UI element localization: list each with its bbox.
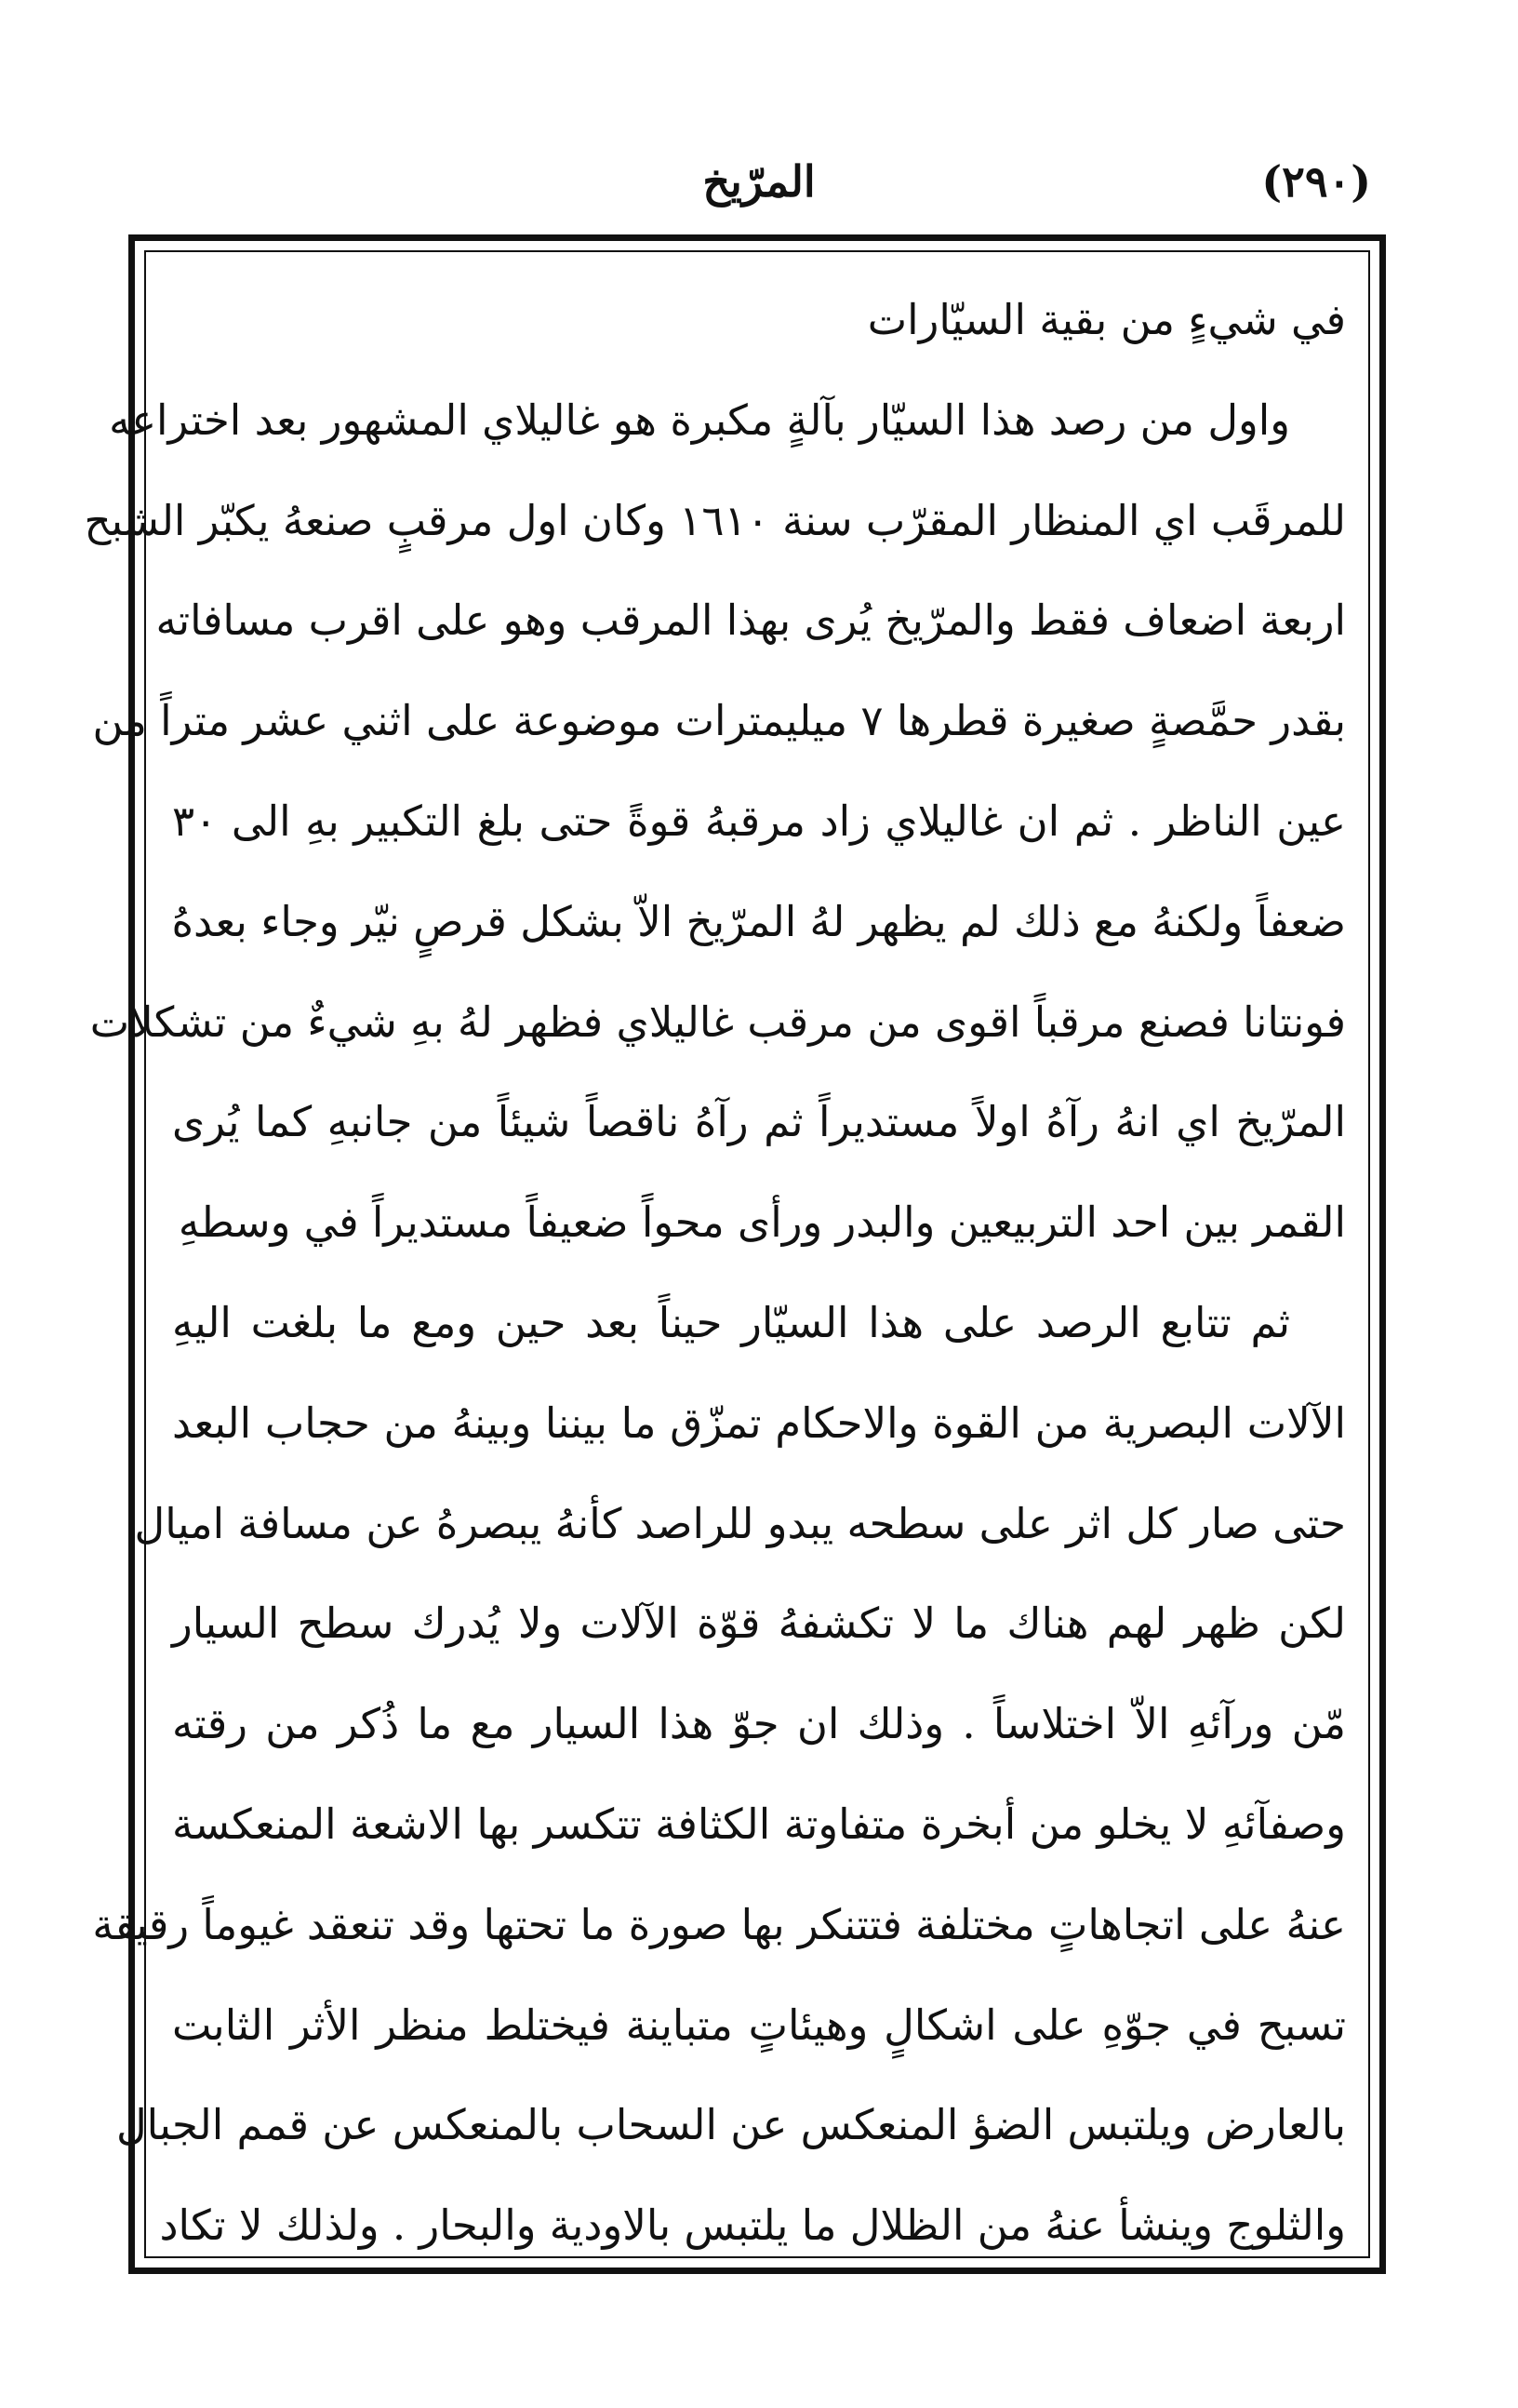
- text-line: تسبح في جوّهِ على اشكالٍ وهيئاتٍ متباينة فيختلط منظر الأثر الثابت: [172, 2000, 1346, 2050]
- text-line: ثم تتابع الرصد على هذا السيّار حيناً بعد حين ومع ما بلغت اليهِ: [172, 1297, 1290, 1347]
- text-line: مّن ورآئهِ الاّ اختلاساً . وذلك ان جوّ هذا السيار مع ما ذُكر من رقته: [172, 1699, 1346, 1749]
- text-line: ضعفاً ولكنهُ مع ذلك لم يظهر لهُ المرّيخ الاّ بشكل قرصٍ نيّر وجاء بعدهُ: [171, 896, 1346, 946]
- text-line: بقدر حمَّصةٍ صغيرة قطرها ٧ ميليمترات موضوعة على اثني عشر متراً من: [92, 696, 1346, 746]
- text-line: وصفآئهِ لا يخلو من أبخرة متفاوتة الكثافة تتكسر بها الاشعة المنعكسة: [172, 1799, 1346, 1849]
- text-line: في شيءٍ من بقية السيّارات: [867, 295, 1346, 344]
- text-line: فونتانا فصنع مرقباً اقوى من مرقب غاليلاي فظهر لهُ بهِ شيءٌ من تشكلات: [89, 997, 1346, 1047]
- page-header: [140, 140, 1378, 233]
- text-line: عين الناظر . ثم ان غاليلاي زاد مرقبهُ قوةً حتى بلغ التكبير بهِ الى ٣٠: [172, 796, 1346, 846]
- body-text: [84, 270, 1346, 2276]
- running-title: المرّيخ: [702, 156, 816, 207]
- text-line: اربعة اضعاف فقط والمرّيخ يُرى بهذا المرقب وهو على اقرب مسافاته: [155, 595, 1346, 646]
- text-line: حتى صار كل اثر على سطحه يبدو للراصد كأنهُ يبصرهُ عن مسافة اميال: [134, 1498, 1346, 1548]
- text-line: عنهُ على اتجاهاتٍ مختلفة فتتنكر بها صورة ما تحتها وقد تنعقد غيوماً رقيقة: [92, 1899, 1346, 1949]
- text-line: والثلوج وينشأ عنهُ من الظلال ما يلتبس بالاودية والبحار . ولذلك لا تكاد: [159, 2201, 1346, 2251]
- text-line: للمرقَب اي المنظار المقرّب سنة ١٦١٠ وكان اول مرقبٍ صنعهُ يكبّر الشبح: [84, 495, 1346, 545]
- text-line: لكن ظهر لهم هناك ما لا تكشفهُ قوّة الآلات ولا يُدرك سطح السيار: [172, 1599, 1346, 1649]
- page-number: (٢٩٠): [1261, 156, 1371, 207]
- text-line: القمر بين احد التربيعين والبدر ورأى محواً ضعيفاً مستديراً في وسطهِ: [178, 1197, 1346, 1248]
- text-line: الآلات البصرية من القوة والاحكام تمزّق ما بيننا وبينهُ من حجاب البعد: [172, 1398, 1346, 1448]
- text-line: واول من رصد هذا السيّار بآلةٍ مكبرة هو غاليلاي المشهور بعد اختراعه: [109, 395, 1290, 445]
- text-line: بالعارض ويلتبس الضؤ المنعكس عن السحاب بالمنعكس عن قمم الجبال: [115, 2100, 1346, 2150]
- text-line: المرّيخ اي انهُ رآهُ اولاً مستديراً ثم رآهُ ناقصاً شيئاً من جانبهِ كما يُرى: [172, 1097, 1346, 1147]
